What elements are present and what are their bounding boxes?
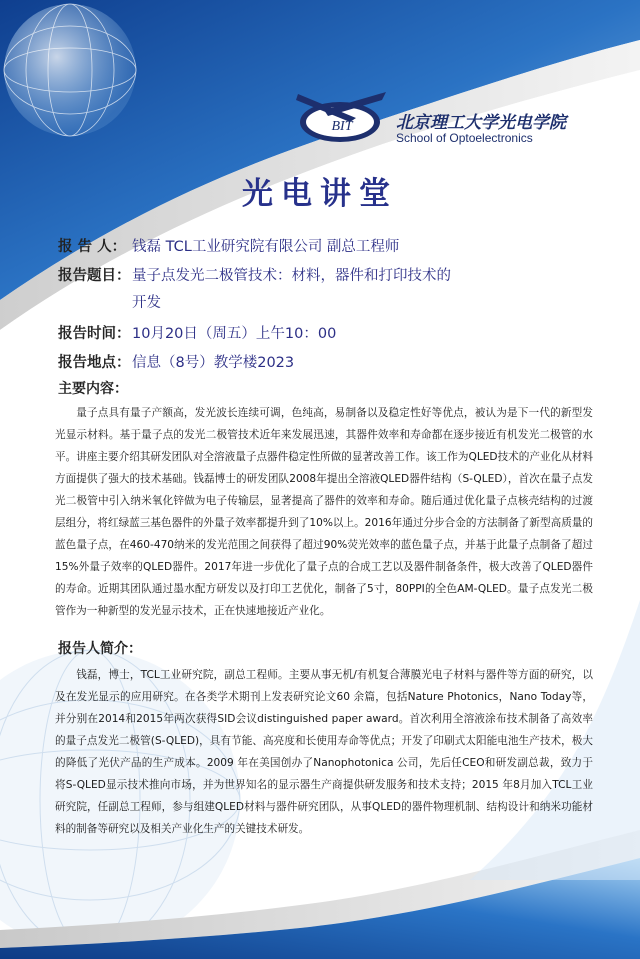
info-value: 量子点发光二极管技术：材料，器件和打印技术的开发 [132, 268, 451, 311]
page-title: 光电讲堂 [242, 176, 398, 212]
info-label: 报 告 人： [58, 239, 127, 255]
bit-logo [294, 88, 390, 144]
school-name-en: School of Optoelectronics [396, 131, 533, 145]
logo-text: BIT [331, 119, 353, 134]
info-value: 信息（8号）教学楼2023 [132, 355, 295, 371]
school-name-cn: 北京理工大学光电学院 [396, 113, 566, 133]
info-block [58, 236, 598, 381]
info-row-time [58, 323, 598, 346]
info-value: 钱磊 TCL工业研究院有限公司 副总工程师 [132, 239, 400, 255]
info-value: 10月20日（周五）上午10：00 [132, 326, 337, 342]
info-label: 报告地点： [58, 355, 131, 371]
info-row-topic [58, 265, 598, 317]
info-row-speaker [58, 236, 598, 259]
bio-paragraph: 钱磊，博士，TCL工业研究院，副总工程师。主要从事无机/有机复合薄膜光电子材料与器件等方面的研究，以及在发光显示的应用研究。在各类学术期刊上发表研究论文60 余篇，包括Nature Photonics，Nano Today等，并分别在2014和2015年两次获得SID会议distinguished paper award。首次利用全溶液涂布技术制备了高效率的量子点发光二极管(S-QLED)，具有节能、高亮度和长使用寿命等优点；开发了印刷式太阳能电池生产技术，极大的降低了光伏产品的生产成本。2009 年在美国创办了Nanophotonica 公司，先后任CEO和研发副总裁，致力于将S-QLED显示技术推向市场，并为世界知名的显示器生产商提供研发服务和技术支持；2015 年8月加入TCL工业研究院，任副总工程师，参与组建QLED材料与器件研究团队，从事QLED的器件物理机制、结构设计和纳米功能材料的制备等研究以及相关产业化生产的关键技术研发。 [55, 669, 593, 835]
info-label: 报告时间： [58, 326, 131, 342]
info-row-location [58, 352, 598, 375]
content-heading: 主要内容： [58, 381, 128, 397]
bio-heading: 报告人简介： [58, 641, 142, 657]
content-paragraph: 量子点具有量子产额高，发光波长连续可调，色纯高，易制备以及稳定性好等优点，被认为是下一代的新型发光显示材料。基于量子点的发光二极管技术近年来发展迅速，其器件效率和寿命都在逐步接近有机发光二极管的水平。讲座主要介绍其研发团队对全溶液量子点器件稳定性所做的显著改善工作。该工作为QLED技术的产业化从材料方面提供了强大的技术基础。钱磊博士的研发团队2008年提出全溶液QLED器件结构（S-QLED），首次在量子点发光二极管中引入纳米氧化锌做为电子传输层，显著提高了器件的效率和寿命。随后通过优化量子点核壳结构的过渡层组分，将红绿蓝三基色器件的外量子效率都提升到了10%以上。2016年通过分步合金的方法制备了新型高质量的蓝色量子点，在460-470纳米的发光范围之间获得了超过90%荧光效率的蓝色量子点，并基于此量子点制备了超过15%外量子效率的QLED器件。2017年进一步优化了量子点的合成工艺以及器件制备条件，极大改善了QLED器件的寿命。近期其团队通过墨水配方研发以及打印工艺优化，制备了5寸，80PPI的全色AM-QLED。量子点发光二极管作为一种新型的发光显示技术，正在快速地接近产业化。 [55, 407, 593, 617]
info-label: 报告题目： [58, 268, 131, 284]
